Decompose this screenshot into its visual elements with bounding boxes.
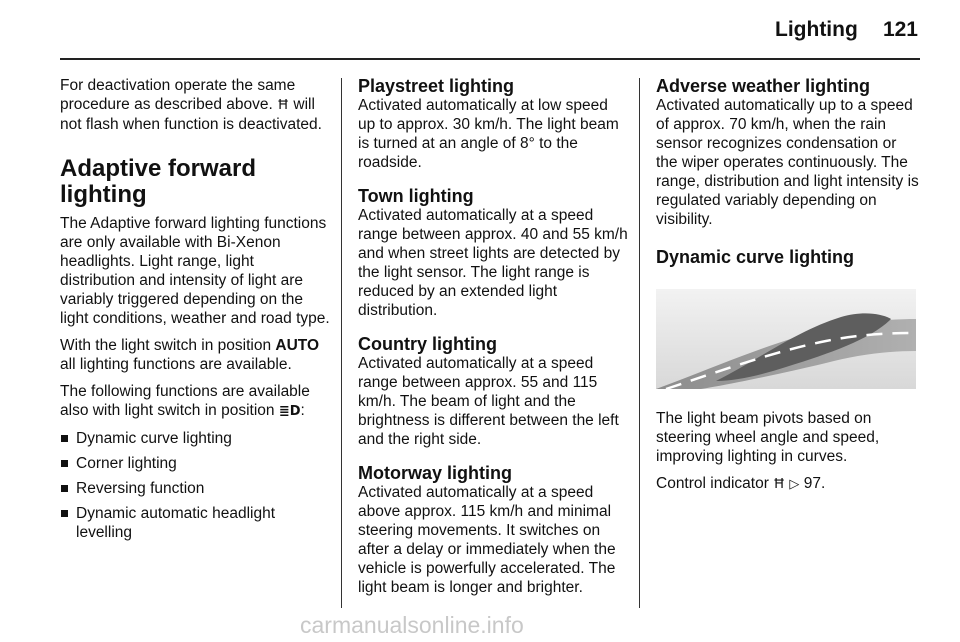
intro-text: For deactivation operate the same procedure as described above. <box>60 77 296 113</box>
indicator-label: Control indicator <box>656 475 774 492</box>
page-header-title: Lighting <box>775 18 858 41</box>
headlight-indicator-icon: Ħ <box>773 477 786 492</box>
auto-text-end: all lighting functions are available. <box>60 356 292 373</box>
page-reference: 97. <box>799 475 826 492</box>
column-left <box>60 76 330 548</box>
column-right <box>656 76 922 502</box>
deactivation-paragraph <box>60 76 330 134</box>
country-heading: Country lighting <box>358 334 497 354</box>
motorway-text: Activated automatically at a speed above approx. 115 km/h and minimal steering movements. It switches on after a delay or immediately when the vehicle is powerfully accelerated. The light beam is longer and brighter. <box>358 484 616 596</box>
adverse-heading: Adverse weather lighting <box>656 76 871 96</box>
auto-position-paragraph <box>60 336 330 374</box>
dynamic-curve-heading: Dynamic curve lighting <box>656 247 855 267</box>
control-indicator-line <box>656 474 922 494</box>
country-section <box>358 334 628 449</box>
functions-text-end: : <box>300 402 305 419</box>
list-item: Corner lighting <box>60 454 330 473</box>
column-divider-2 <box>639 78 640 608</box>
section-heading: Adaptive forward lighting <box>60 155 257 208</box>
low-beam-icon: ≣D <box>278 404 301 419</box>
pivot-text: The light beam pivots based on steering wheel angle and speed, improving lighting in curves. <box>656 410 880 465</box>
playstreet-text: Activated automatically at low speed up to approx. 30 km/h. The light beam is turned at an angle of 8° to the roadside. <box>358 97 619 171</box>
list-item: Reversing function <box>60 479 330 498</box>
town-section <box>358 186 628 320</box>
playstreet-heading: Playstreet lighting <box>358 76 515 96</box>
adverse-section <box>656 76 922 229</box>
watermark: carmanualsonline.info <box>300 612 524 638</box>
functions-text: The following functions are available also with light switch in position <box>60 383 310 419</box>
column-divider-1 <box>341 78 342 608</box>
motorway-section <box>358 463 628 597</box>
intro-text-end: will not flash when function is deactivated. <box>60 96 322 133</box>
town-heading: Town lighting <box>358 186 474 206</box>
list-item: Dynamic curve lighting <box>60 429 330 448</box>
function-list <box>60 429 330 542</box>
curve-road-image <box>656 289 916 389</box>
page-number: 121 <box>882 18 918 41</box>
country-text: Activated automatically at a speed range between approx. 55 and 115 km/h. The beam of light and the brightness is different between the left and the right side. <box>358 355 619 448</box>
curve-lighting-illustration <box>656 289 916 389</box>
auto-text: With the light switch in position <box>60 337 276 354</box>
page-reference-arrow-icon: ▷ <box>789 477 800 492</box>
adverse-text: Activated automatically up to a speed of approx. 70 km/h, when the rain sensor recognizes condensation or the wiper operates continuously. The range, distribution and light intensity is regulated variably depending on visibility. <box>656 97 919 228</box>
list-item: Dynamic automatic headlight levelling <box>60 504 330 542</box>
town-text: Activated automatically at a speed range between approx. 40 and 55 km/h and when street lights are detected by the light sensor. The light range is reduced by an extended light distribution. <box>358 207 628 319</box>
headlight-indicator-icon: Ħ <box>277 98 290 113</box>
functions-paragraph <box>60 382 330 421</box>
auto-label: AUTO <box>275 337 320 354</box>
header-rule <box>60 58 920 60</box>
motorway-heading: Motorway lighting <box>358 463 512 483</box>
afl-description: The Adaptive forward lighting functions are only available with Bi-Xenon headlights. Light range, light distribution and intensity of light are variably triggered depending on the light conditions, weather and road type. <box>60 215 330 327</box>
playstreet-section <box>358 76 628 172</box>
column-middle <box>358 76 628 611</box>
